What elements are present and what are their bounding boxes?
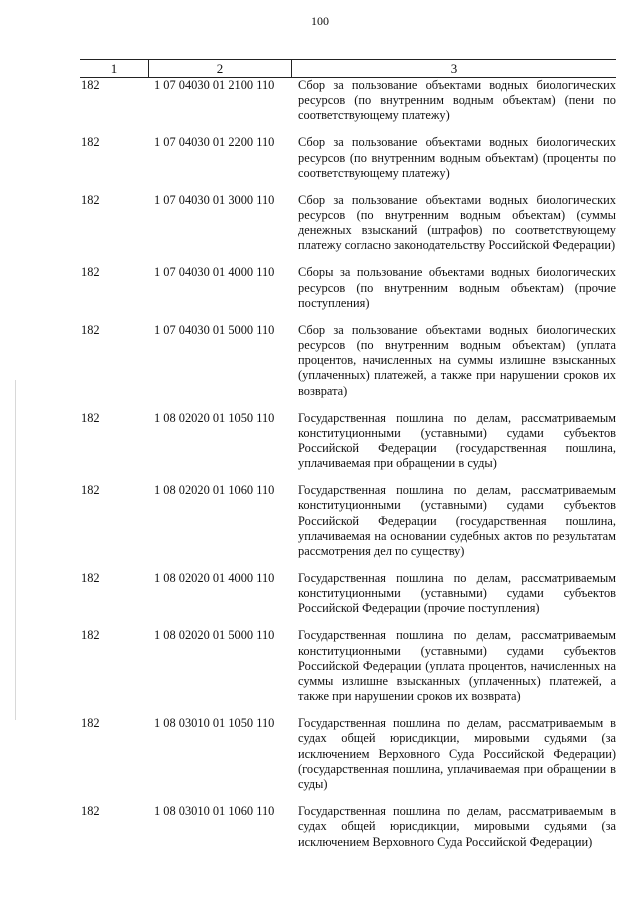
budget-code: 1 07 04030 01 2100 110 <box>154 78 275 92</box>
revenue-description: Сборы за пользование объектами водных биологических ресурсов (по внутренним водным объектам) (прочие поступления) <box>298 265 616 310</box>
scan-margin-line <box>15 380 16 720</box>
budget-code: 1 08 02020 01 5000 110 <box>154 628 275 643</box>
revenue-description: Государственная пошлина по делам, рассматриваемым конституционными (уставными) судами субъектов Российской Федерации (государственная пошлина, уплачиваемая при обращении в суды) <box>298 410 616 471</box>
budget-code: 1 08 03010 01 1060 110 <box>154 804 275 819</box>
column-header-2: 2 <box>148 60 292 77</box>
revenue-description: Сбор за пользование объектами водных биологических ресурсов (по внутренним водным объектам) (уплата процентов, начисленных на суммы излишне взысканных (уплаченных) платежей, а также при нарушении сроков их возврата) <box>298 322 616 398</box>
table-row <box>80 716 616 792</box>
table-row <box>80 411 616 472</box>
budget-code: 1 07 04030 01 4000 110 <box>154 265 275 280</box>
budget-code: 1 08 02020 01 1050 110 <box>154 410 275 425</box>
table-header <box>80 59 616 78</box>
table-row <box>80 323 616 399</box>
budget-code: 1 07 04030 01 5000 110 <box>154 322 275 337</box>
budget-code: 1 07 04030 01 3000 110 <box>154 192 275 207</box>
table-row <box>80 193 616 254</box>
table-row <box>80 628 616 704</box>
table-row <box>80 135 616 181</box>
admin-code: 182 <box>81 571 100 586</box>
admin-code: 182 <box>81 192 100 207</box>
admin-code: 182 <box>81 78 100 92</box>
admin-code: 182 <box>81 410 100 425</box>
admin-code: 182 <box>81 628 100 643</box>
budget-code: 1 07 04030 01 2200 110 <box>154 135 275 150</box>
admin-code: 182 <box>81 322 100 337</box>
revenue-description: Сбор за пользование объектами водных биологических ресурсов (по внутренним водным объектам) (суммы денежных взысканий (штрафов) по соответствующему платежу согласно законодательству Российской Федерации) <box>298 192 616 253</box>
admin-code: 182 <box>81 135 100 150</box>
revenue-description: Государственная пошлина по делам, рассматриваемым в судах общей юрисдикции, мировыми судьями (за исключением Верховного Суда Российской Федерации) (государственная пошлина, уплачиваемая при обращении в суды) <box>298 716 616 792</box>
table-body <box>80 78 616 862</box>
page-number: 100 <box>311 14 329 28</box>
column-header-3: 3 <box>450 61 458 76</box>
revenue-description: Государственная пошлина по делам, рассматриваемым конституционными (уставными) судами субъектов Российской Федерации (уплата процентов, начисленных на суммы излишне взысканных (уплаченных) платежей, а также при нарушении сроков их возврата) <box>298 628 616 704</box>
budget-code: 1 08 02020 01 1060 110 <box>154 483 275 498</box>
admin-code: 182 <box>81 804 100 819</box>
table-row <box>80 571 616 617</box>
table-row <box>80 78 616 124</box>
column-header-1: 1 <box>110 61 118 76</box>
budget-code: 1 08 02020 01 4000 110 <box>154 571 275 586</box>
table-row <box>80 804 616 850</box>
table-row <box>80 483 616 559</box>
revenue-description: Государственная пошлина по делам, рассматриваемым конституционными (уставными) судами субъектов Российской Федерации (прочие поступления) <box>298 571 616 616</box>
revenue-description: Государственная пошлина по делам, рассматриваемым в судах общей юрисдикции, мировыми судьями (за исключением Верховного Суда Российской Федерации) <box>298 804 616 849</box>
budget-code: 1 08 03010 01 1050 110 <box>154 716 275 731</box>
admin-code: 182 <box>81 265 100 280</box>
table-row <box>80 265 616 311</box>
admin-code: 182 <box>81 716 100 731</box>
revenue-description: Сбор за пользование объектами водных биологических ресурсов (по внутренним водным объектам) (пени по соответствующему платежу) <box>298 78 616 123</box>
admin-code: 182 <box>81 483 100 498</box>
revenue-description: Государственная пошлина по делам, рассматриваемым конституционными (уставными) судами субъектов Российской Федерации (государственная пошлина, уплачиваемая на основании судебных актов по результатам рассмотрения дел по существу) <box>298 483 616 559</box>
revenue-description: Сбор за пользование объектами водных биологических ресурсов (по внутренним водным объектам) (проценты по соответствующему платежу) <box>298 135 616 180</box>
